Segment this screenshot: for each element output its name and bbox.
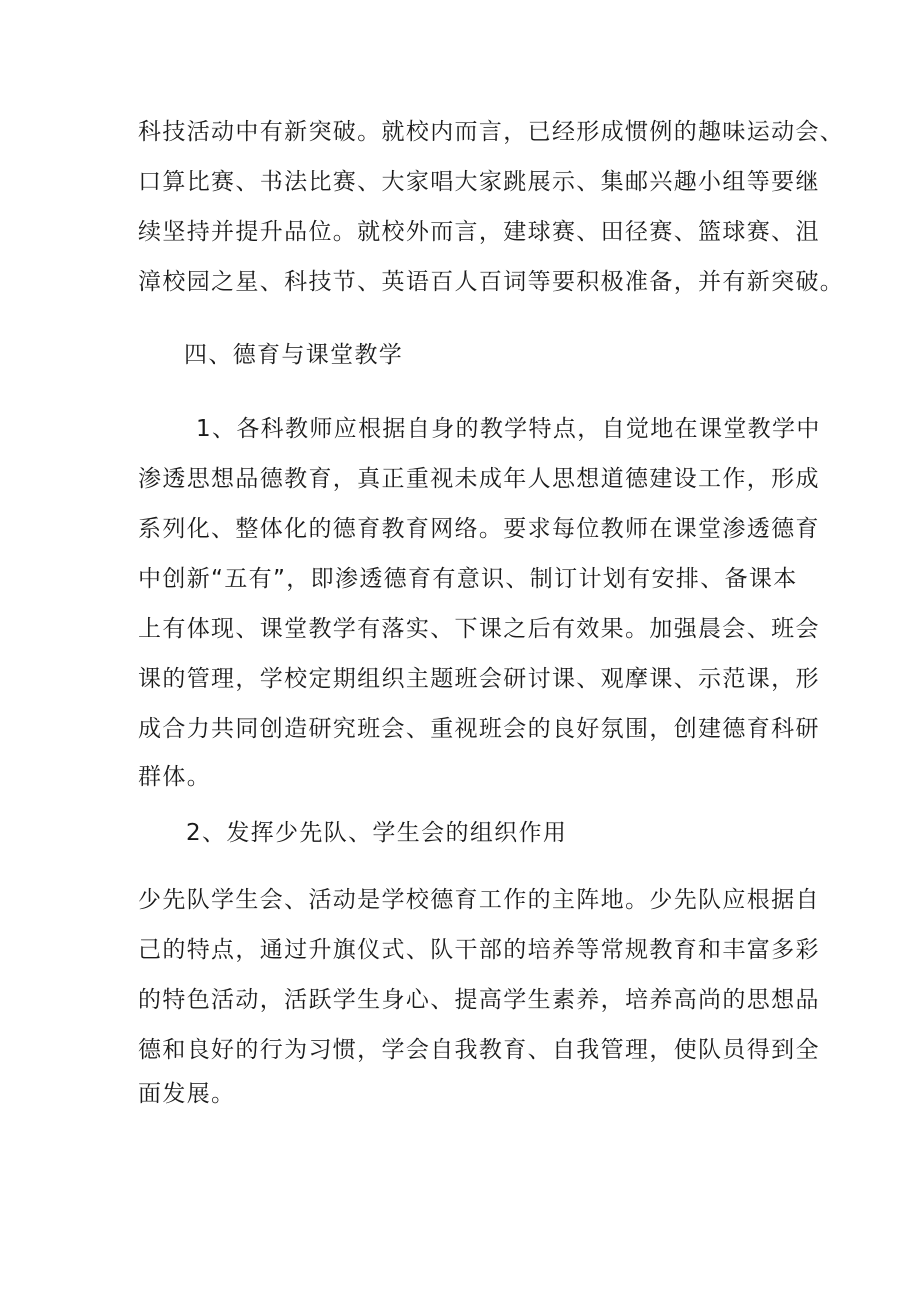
paragraph-line: 科技活动中有新突破。就校内而言，已经形成惯例的趣味运动会、 <box>138 119 845 145</box>
paragraph-line: 少先队学生会、活动是学校德育工作的主阵地。少先队应根据自 <box>138 887 820 913</box>
paragraph-line: 成合力共同创造研究班会、重视班会的良好氛围，创建德育科研 <box>138 716 820 742</box>
paragraph-line: 课的管理，学校定期组织主题班会研讨课、观摩课、示范课，形 <box>138 666 820 692</box>
paragraph-line: 己的特点，通过升旗仪式、队干部的培养等常规教育和丰富多彩 <box>138 937 820 963</box>
paragraph-line: 1、各科教师应根据自身的教学特点，自觉地在课堂教学中 <box>196 416 821 442</box>
paragraph-line: 中创新“五有”，即渗透德育有意识、制订计划有安排、备课本 <box>138 566 798 592</box>
section-heading: 四、德育与课堂教学 <box>184 342 404 368</box>
paragraph-line: 德和良好的行为习惯，学会自我教育、自我管理，使队员得到全 <box>138 1037 820 1063</box>
paragraph-line: 上有体现、课堂教学有落实、下课之后有效果。加强晨会、班会 <box>138 616 820 642</box>
paragraph-line: 口算比赛、书法比赛、大家唱大家跳展示、集邮兴趣小组等要继 <box>138 169 820 195</box>
paragraph-line: 系列化、整体化的德育教育网络。要求每位教师在课堂渗透德育 <box>138 516 820 542</box>
subsection-heading: 2、发挥少先队、学生会的组织作用 <box>186 820 568 846</box>
paragraph-line: 渗透思想品德教育，真正重视未成年人思想道德建设工作，形成 <box>138 466 820 492</box>
paragraph-line: 续坚持并提升品位。就校外而言，建球赛、田径赛、篮球赛、沮 <box>138 219 820 245</box>
paragraph-line: 面发展。 <box>138 1081 236 1107</box>
paragraph-line: 漳校园之星、科技节、英语百人百词等要积极准备，并有新突破。 <box>138 269 845 295</box>
paragraph-line: 群体。 <box>138 764 212 790</box>
paragraph-line: 的特色活动，活跃学生身心、提高学生素养，培养高尚的思想品 <box>138 987 820 1013</box>
